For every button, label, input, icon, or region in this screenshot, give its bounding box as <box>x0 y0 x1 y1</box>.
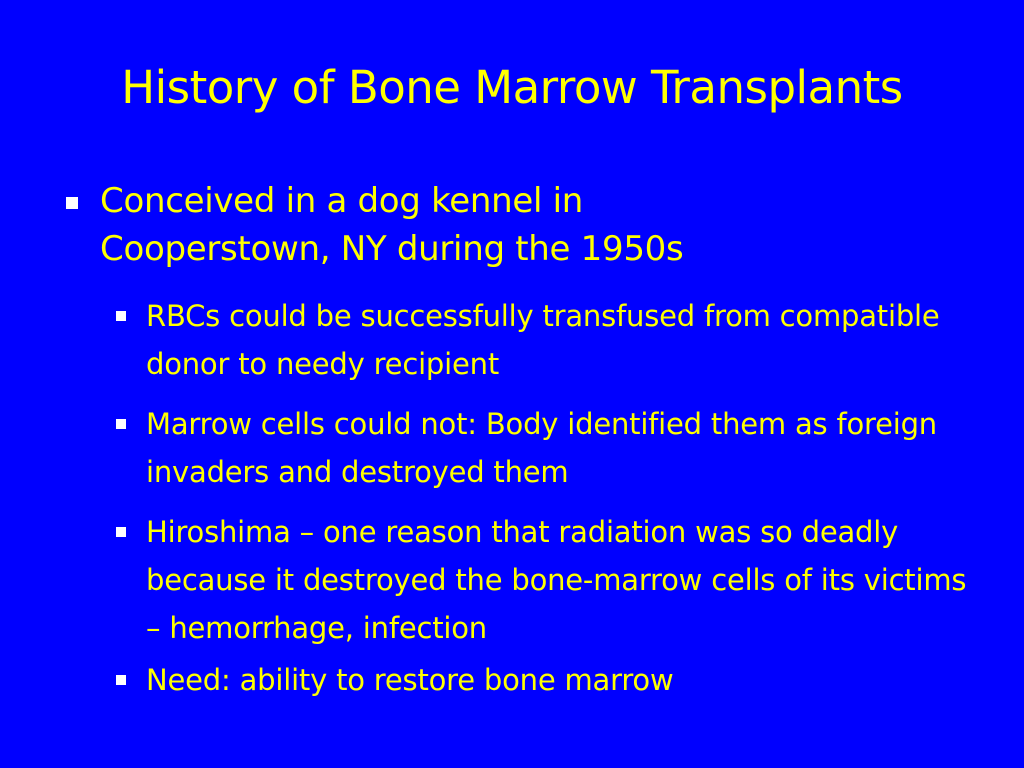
sub-bullet-text: Marrow cells could not: Body identified them as foreign invaders and destroyed them <box>146 407 937 489</box>
sub-bullet <box>146 292 976 388</box>
slide-title: History of Bone Marrow Transplants <box>121 61 903 114</box>
main-bullet <box>100 177 820 273</box>
sub-bullet-text: Need: ability to restore bone marrow <box>146 663 674 697</box>
small-square-bullet-icon <box>116 419 126 429</box>
sub-bullet <box>146 400 976 496</box>
small-square-bullet-icon <box>116 311 126 321</box>
main-bullet-text: Conceived in a dog kennel in Cooperstown, NY during the 1950s <box>100 181 684 269</box>
square-bullet-icon <box>66 197 78 209</box>
small-square-bullet-icon <box>116 675 126 685</box>
sub-bullet-text: Hiroshima – one reason that radiation was so deadly because it destroyed the bone-marrow cells of its victims – hemorrhage, infection <box>146 515 967 645</box>
small-square-bullet-icon <box>116 527 126 537</box>
sub-bullet-text: RBCs could be successfully transfused from compatible donor to needy recipient <box>146 299 940 381</box>
sub-bullet <box>146 508 976 652</box>
sub-bullet <box>146 656 976 704</box>
